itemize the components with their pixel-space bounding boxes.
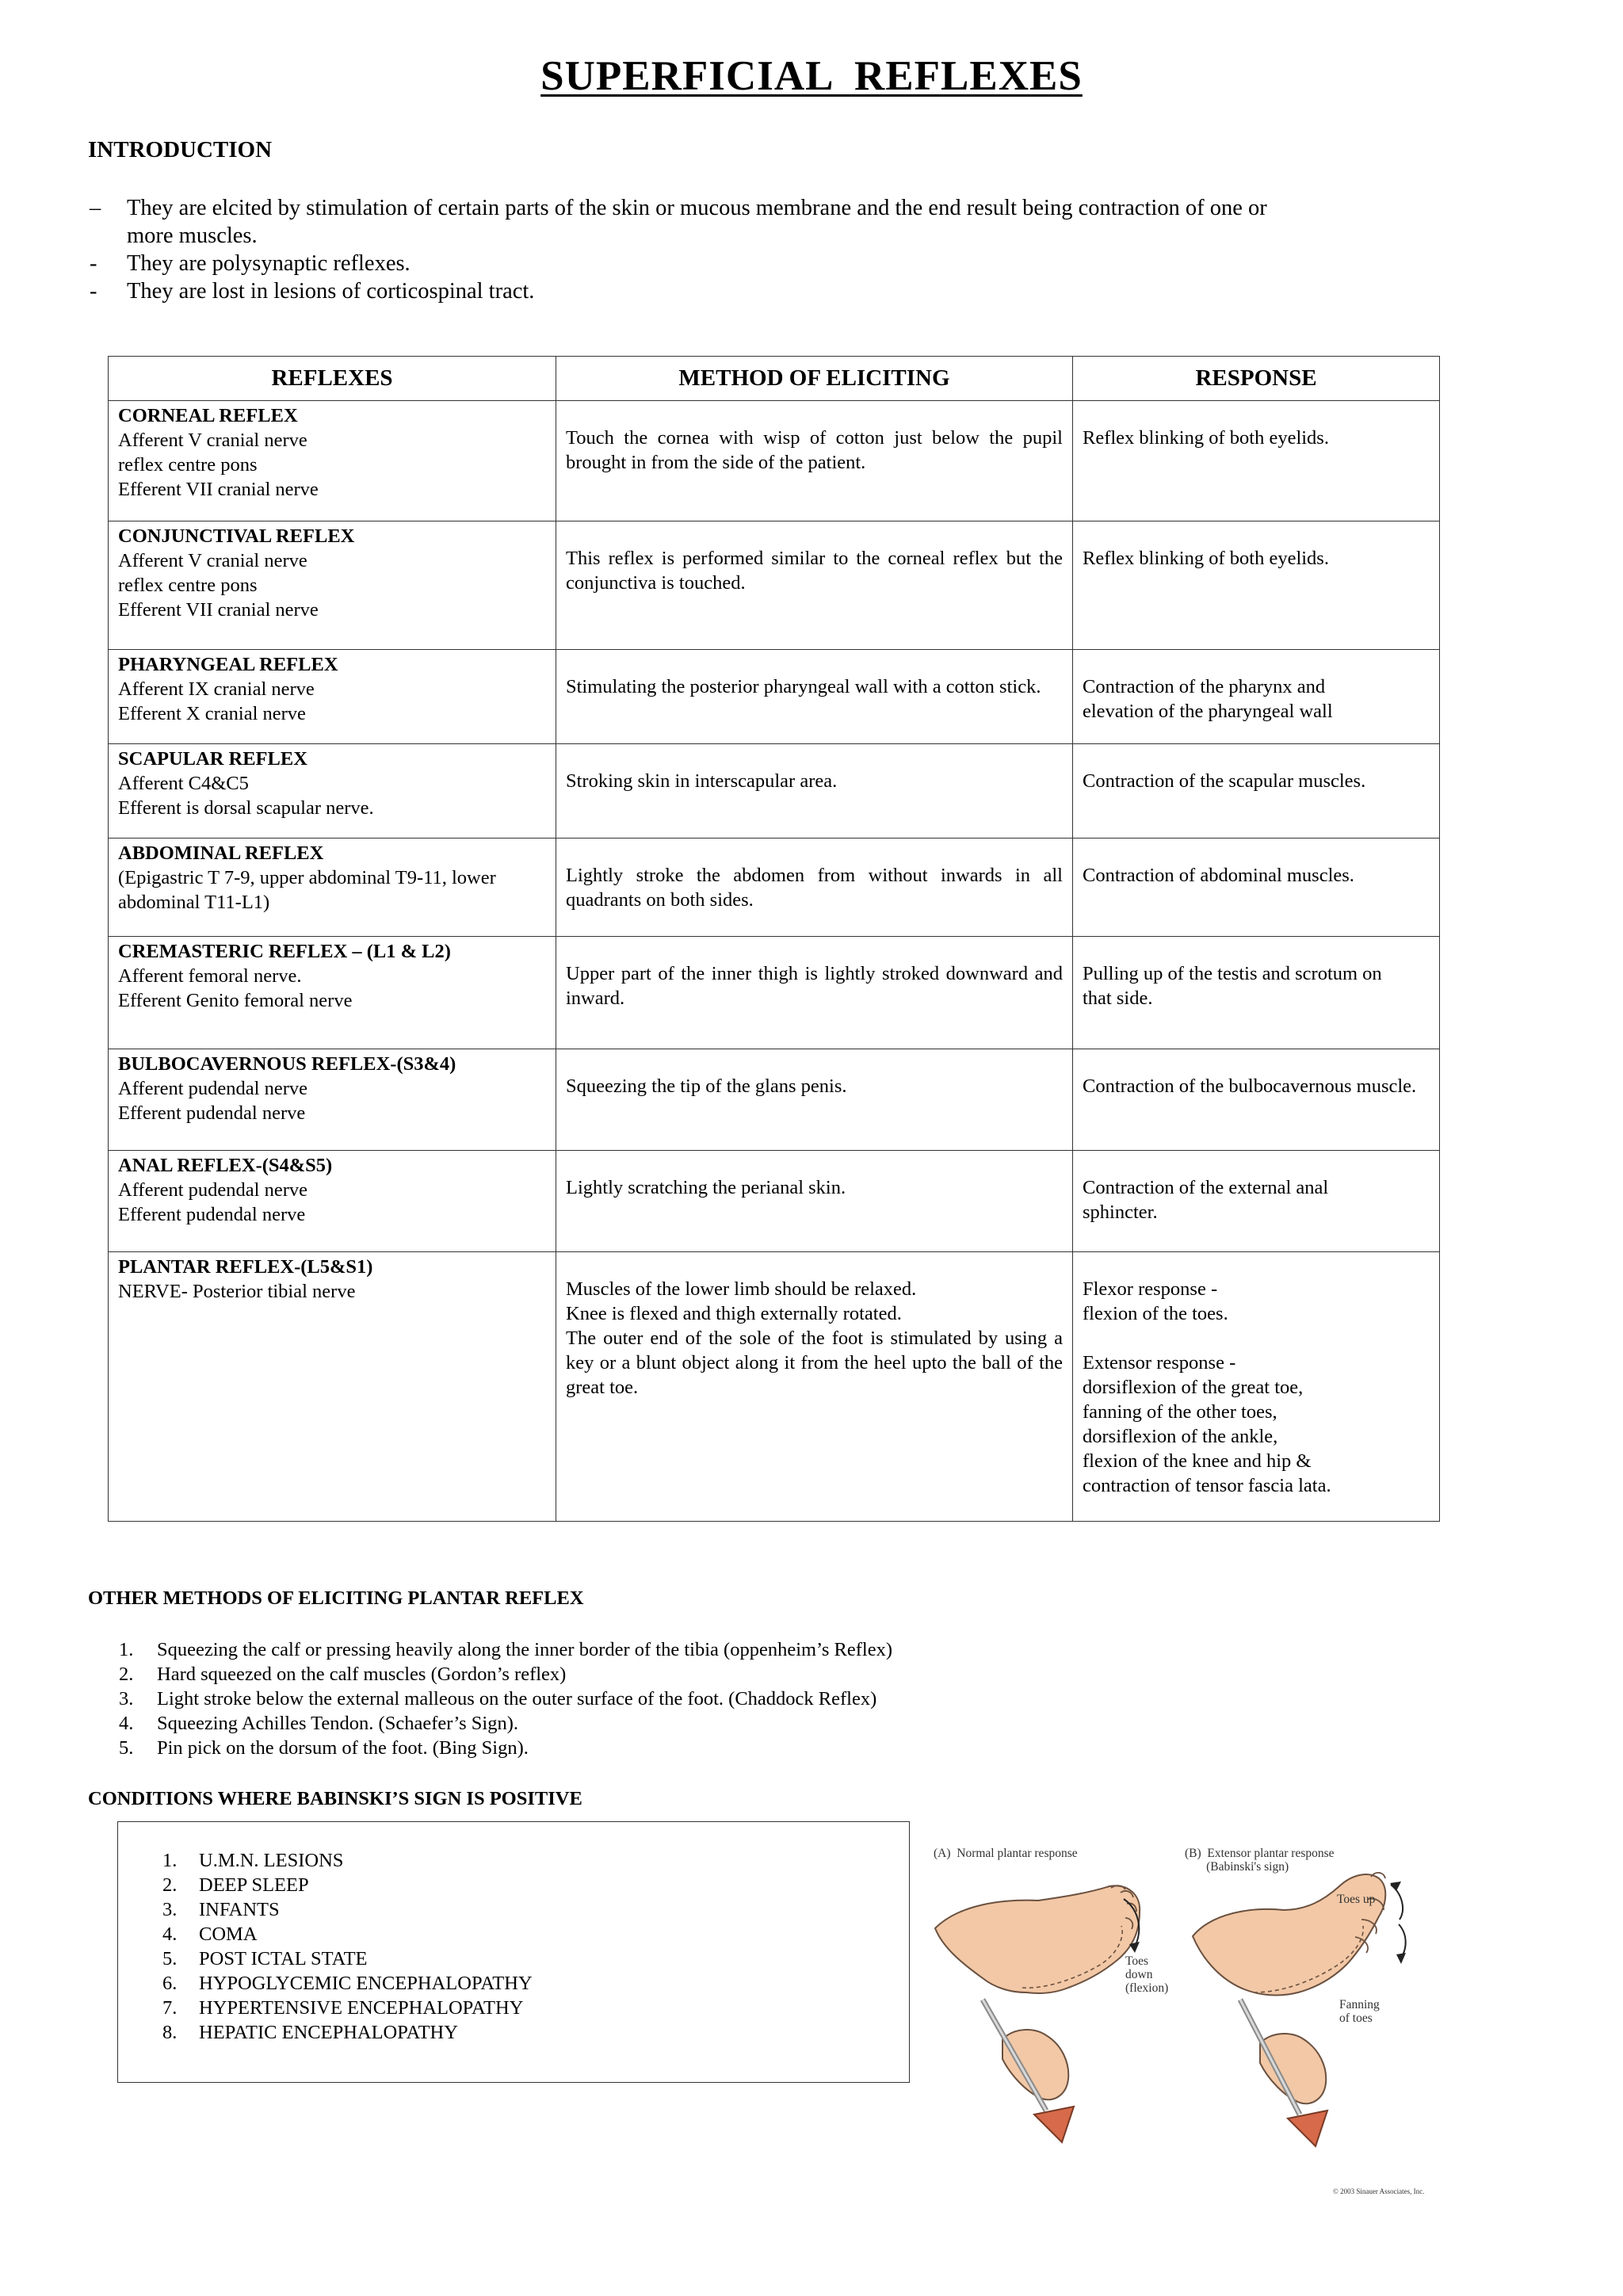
reflex-detail: Efferent pudendal nerve [118, 1102, 306, 1124]
list-item [162, 1848, 533, 1873]
reflex-detail: Afferent V cranial nerve [118, 550, 307, 571]
figure-label-toes-down: Toes down (flexion) [1125, 1954, 1169, 1995]
reflex-detail: reflex centre pons [118, 454, 258, 476]
response-text: flexion of the toes. [1083, 1303, 1228, 1324]
response-text: contraction of tensor fascia lata. [1083, 1475, 1331, 1496]
table-row [109, 744, 1440, 839]
reflex-detail: Efferent pudendal nerve [118, 1204, 306, 1225]
response-text: Contraction of the pharynx and [1083, 676, 1326, 697]
list-text: HYPOGLYCEMIC ENCEPHALOPATHY [199, 1973, 533, 1994]
response-text: Pulling up of the testis and scrotum on [1083, 963, 1382, 984]
reflex-detail: Efferent Genito femoral nerve [118, 990, 353, 1011]
response-text: dorsiflexion of the great toe, [1083, 1377, 1304, 1398]
list-item [162, 1946, 533, 1971]
list-item [162, 1873, 533, 1897]
reflex-name: CONJUNCTIVAL REFLEX [118, 525, 355, 547]
reflex-cell [109, 401, 556, 521]
reflex-detail: Afferent femoral nerve. [118, 965, 302, 987]
table-row [109, 1049, 1440, 1151]
list-number: 6. [162, 1973, 178, 1994]
list-number: 5. [119, 1737, 134, 1759]
method-text: Knee is flexed and thigh externally rotated. [566, 1303, 902, 1324]
response-cell [1073, 1151, 1440, 1252]
table-row [109, 1151, 1440, 1252]
bullet-marker: - [90, 251, 97, 276]
table-row [109, 401, 1440, 521]
method-text: The outer end of the sole of the foot is stimulated by using a key or a blunt object along it from the heel upto the ball of the great toe. [566, 1328, 1063, 1398]
reflex-hammer-b-illustration [1240, 2000, 1327, 2146]
list-text: Squeezing the calf or pressing heavily along the inner border of the tibia (oppenheim’s Reflex) [157, 1639, 892, 1660]
list-number: 7. [162, 1997, 178, 2019]
reflex-hammer-a-illustration [983, 2000, 1074, 2142]
reflex-detail: Afferent IX cranial nerve [118, 678, 315, 700]
list-item [119, 1662, 892, 1687]
bullet-text: They are polysynaptic reflexes. [127, 251, 411, 276]
response-text: Contraction of the scapular muscles. [1083, 770, 1366, 792]
response-cell [1073, 650, 1440, 744]
reflex-table-body [109, 401, 1440, 1522]
page-title: SUPERFICIAL REFLEXES [540, 53, 1083, 99]
reflex-cell [109, 1151, 556, 1252]
list-text: INFANTS [199, 1899, 280, 1920]
bullet-marker: – [90, 196, 101, 220]
list-item [162, 1897, 533, 1922]
figure-label-extensor: (B) Extensor plantar response (Babinski's sign) [1185, 1847, 1335, 1874]
method-cell [556, 1151, 1073, 1252]
list-text: HYPERTENSIVE ENCEPHALOPATHY [199, 1997, 524, 2019]
response-text: fanning of the other toes, [1083, 1401, 1277, 1423]
reflex-cell [109, 937, 556, 1049]
response-text: that side. [1083, 988, 1153, 1009]
table-row [109, 839, 1440, 937]
method-cell [556, 1049, 1073, 1151]
other-methods-list [119, 1637, 892, 1760]
response-text: Reflex blinking of both eyelids. [1083, 548, 1329, 569]
reflex-name: ANAL REFLEX-(S4&S5) [118, 1155, 333, 1176]
list-text: Pin pick on the dorsum of the foot. (Bing Sign). [157, 1737, 529, 1759]
list-text: U.M.N. LESIONS [199, 1850, 344, 1871]
babinski-heading: CONDITIONS WHERE BABINSKI’S SIGN IS POSITIVE [88, 1788, 582, 1809]
table-row [109, 650, 1440, 744]
list-number: 3. [162, 1899, 178, 1920]
method-cell [556, 650, 1073, 744]
reflex-name: PHARYNGEAL REFLEX [118, 654, 338, 675]
figure-label-toes-up: Toes up [1337, 1893, 1376, 1906]
figure-label-fanning: Fanning of toes [1339, 1998, 1380, 2025]
figure-credit: © 2003 Sinauer Associates, Inc. [1333, 2187, 1425, 2195]
method-text: Stroking skin in interscapular area. [566, 770, 838, 792]
response-text: Reflex blinking of both eyelids. [1083, 427, 1329, 449]
list-item [162, 1996, 533, 2020]
response-text: sphincter. [1083, 1201, 1158, 1223]
response-text [1083, 1326, 1430, 1350]
reflex-name: CREMASTERIC REFLEX – (L1 & L2) [118, 941, 451, 962]
reflex-cell [109, 744, 556, 839]
response-text: Extensor response - [1083, 1352, 1236, 1373]
method-text: Upper part of the inner thigh is lightly stroked downward and inward. [566, 963, 1063, 1009]
response-cell [1073, 1049, 1440, 1151]
bullet-text: They are elcited by stimulation of certain parts of the skin or mucous membrane and the end result being contraction of one or more muscles. [127, 196, 1267, 248]
reflex-name: BULBOCAVERNOUS REFLEX-(S3&4) [118, 1053, 456, 1075]
list-text: DEEP SLEEP [199, 1874, 309, 1896]
list-number: 4. [119, 1713, 134, 1734]
reflex-name: PLANTAR REFLEX-(L5&S1) [118, 1256, 373, 1278]
list-text: Light stroke below the external malleous on the outer surface of the foot. (Chaddock Reflex) [157, 1688, 877, 1710]
table-row [109, 521, 1440, 650]
method-text: Squeezing the tip of the glans penis. [566, 1075, 847, 1097]
response-text: Flexor response - [1083, 1278, 1218, 1300]
reflex-detail: Afferent C4&C5 [118, 773, 249, 794]
reflex-detail: reflex centre pons [118, 575, 258, 596]
intro-heading: INTRODUCTION [88, 137, 273, 162]
method-text: Touch the cornea with wisp of cotton just below the pupil brought in from the side of the patient. [566, 427, 1063, 473]
reflex-detail: (Epigastric T 7-9, upper abdominal T9-11, lower abdominal T11-L1) [118, 867, 496, 913]
reflex-detail: NERVE- Posterior tibial nerve [118, 1281, 356, 1302]
response-cell [1073, 1252, 1440, 1522]
figure-label-normal: (A) Normal plantar response [934, 1847, 1078, 1860]
list-text: POST ICTAL STATE [199, 1948, 368, 1969]
list-text: Squeezing Achilles Tendon. (Schaefer’s Sign). [157, 1713, 518, 1734]
reflex-detail: Afferent V cranial nerve [118, 430, 307, 451]
reflex-detail: Efferent VII cranial nerve [118, 599, 319, 621]
reflex-detail: Afferent pudendal nerve [118, 1179, 307, 1201]
list-item [162, 2020, 533, 2045]
list-text: Hard squeezed on the calf muscles (Gordon’s reflex) [157, 1664, 567, 1685]
response-text: Contraction of the external anal [1083, 1177, 1329, 1198]
response-cell [1073, 521, 1440, 650]
intro-bullet [90, 194, 1278, 250]
reflex-cell [109, 1049, 556, 1151]
extensor-foot-illustration [1193, 1873, 1406, 1996]
method-text: This reflex is performed similar to the corneal reflex but the conjunctiva is touched. [566, 548, 1063, 594]
response-cell [1073, 839, 1440, 937]
response-text: Contraction of abdominal muscles. [1083, 865, 1354, 886]
list-item [162, 1922, 533, 1946]
list-number: 8. [162, 2022, 178, 2043]
reflex-cell [109, 650, 556, 744]
response-cell [1073, 401, 1440, 521]
plantar-response-illustration [927, 1837, 1434, 2202]
bullet-text: They are lost in lesions of corticospinal tract. [127, 279, 535, 304]
list-text: COMA [199, 1924, 258, 1945]
method-cell [556, 744, 1073, 839]
list-number: 1. [119, 1639, 134, 1660]
intro-bullet-list [90, 194, 1278, 305]
intro-bullet [90, 250, 1278, 277]
reflex-name: CORNEAL REFLEX [118, 405, 298, 426]
method-cell [556, 937, 1073, 1049]
list-number: 2. [119, 1664, 134, 1685]
reflex-name: ABDOMINAL REFLEX [118, 842, 324, 864]
column-header-method: METHOD OF ELICITING [556, 357, 1073, 401]
reflex-detail: Efferent is dorsal scapular nerve. [118, 797, 374, 819]
response-text: flexion of the knee and hip & [1083, 1450, 1312, 1472]
list-number: 4. [162, 1924, 178, 1945]
method-text: Lightly stroke the abdomen from without inwards in all quadrants on both sides. [566, 865, 1063, 911]
reflex-cell [109, 521, 556, 650]
reflex-cell [109, 839, 556, 937]
reflex-detail: Afferent pudendal nerve [118, 1078, 307, 1099]
list-number: 2. [162, 1874, 178, 1896]
list-item [119, 1711, 892, 1736]
intro-bullet [90, 277, 1278, 305]
response-cell [1073, 744, 1440, 839]
list-number: 1. [162, 1850, 178, 1871]
other-methods-heading: OTHER METHODS OF ELICITING PLANTAR REFLEX [88, 1587, 584, 1609]
method-text: Stimulating the posterior pharyngeal wall with a cotton stick. [566, 676, 1041, 697]
list-number: 5. [162, 1948, 178, 1969]
table-row [109, 1252, 1440, 1522]
method-cell [556, 521, 1073, 650]
bullet-marker: - [90, 279, 97, 304]
table-row [109, 937, 1440, 1049]
babinski-conditions-list [162, 1848, 533, 2045]
method-cell [556, 401, 1073, 521]
list-item [119, 1637, 892, 1662]
reflex-detail: Efferent VII cranial nerve [118, 479, 319, 500]
list-item [119, 1736, 892, 1760]
response-cell [1073, 937, 1440, 1049]
response-text: Contraction of the bulbocavernous muscle. [1083, 1075, 1417, 1097]
list-number: 3. [119, 1688, 134, 1710]
method-cell [556, 839, 1073, 937]
reflex-name: SCAPULAR REFLEX [118, 748, 307, 770]
method-text: Muscles of the lower limb should be relaxed. [566, 1278, 917, 1300]
list-text: HEPATIC ENCEPHALOPATHY [199, 2022, 458, 2043]
reflex-table [108, 356, 1440, 1522]
table-header-row [109, 357, 1440, 401]
reflex-detail: Efferent X cranial nerve [118, 703, 306, 724]
reflex-cell [109, 1252, 556, 1522]
column-header-response: RESPONSE [1073, 357, 1440, 401]
response-text: elevation of the pharyngeal wall [1083, 701, 1333, 722]
response-text: dorsiflexion of the ankle, [1083, 1426, 1278, 1447]
method-text: Lightly scratching the perianal skin. [566, 1177, 846, 1198]
list-item [162, 1971, 533, 1996]
method-cell [556, 1252, 1073, 1522]
normal-foot-illustration [935, 1885, 1140, 1993]
list-item [119, 1687, 892, 1711]
column-header-reflexes: REFLEXES [109, 357, 556, 401]
